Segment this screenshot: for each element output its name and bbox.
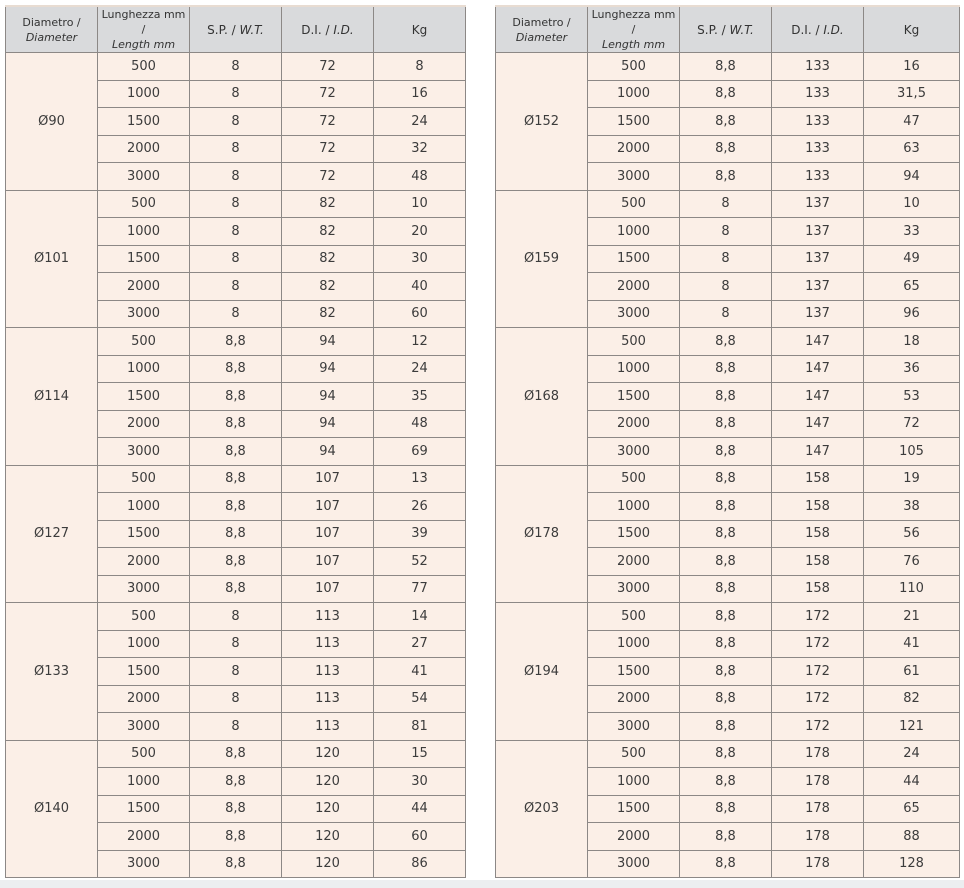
wall-thickness-cell: 8 xyxy=(190,135,282,163)
header-id-main: D.I. / xyxy=(791,22,824,37)
length-cell: 2000 xyxy=(588,685,680,713)
length-cell: 500 xyxy=(588,740,680,768)
length-cell: 1500 xyxy=(588,245,680,273)
inner-diameter-cell: 178 xyxy=(772,823,864,851)
weight-cell: 65 xyxy=(864,795,960,823)
inner-diameter-cell: 72 xyxy=(282,53,374,81)
wall-thickness-cell: 8,8 xyxy=(680,53,772,81)
length-cell: 1000 xyxy=(98,355,190,383)
weight-cell: 121 xyxy=(864,713,960,741)
inner-diameter-cell: 172 xyxy=(772,630,864,658)
wall-thickness-cell: 8,8 xyxy=(680,850,772,878)
wall-thickness-cell: 8 xyxy=(190,300,282,328)
bottom-strip xyxy=(0,880,964,888)
weight-cell: 56 xyxy=(864,520,960,548)
weight-cell: 20 xyxy=(374,218,466,246)
inner-diameter-cell: 133 xyxy=(772,163,864,191)
inner-diameter-cell: 72 xyxy=(282,163,374,191)
length-cell: 1500 xyxy=(98,108,190,136)
weight-cell: 26 xyxy=(374,493,466,521)
weight-cell: 110 xyxy=(864,575,960,603)
diameter-cell: Ø194 xyxy=(496,603,588,741)
wall-thickness-cell: 8,8 xyxy=(680,520,772,548)
length-cell: 500 xyxy=(98,190,190,218)
header-wt-main: S.P. / xyxy=(697,22,730,37)
weight-cell: 61 xyxy=(864,658,960,686)
inner-diameter-cell: 120 xyxy=(282,768,374,796)
header-length xyxy=(588,6,680,53)
weight-cell: 36 xyxy=(864,355,960,383)
length-cell: 3000 xyxy=(588,713,680,741)
length-cell: 500 xyxy=(588,603,680,631)
weight-cell: 49 xyxy=(864,245,960,273)
inner-diameter-cell: 107 xyxy=(282,493,374,521)
length-cell: 3000 xyxy=(98,713,190,741)
length-cell: 3000 xyxy=(588,163,680,191)
wall-thickness-cell: 8 xyxy=(680,190,772,218)
wall-thickness-cell: 8,8 xyxy=(680,713,772,741)
header-row xyxy=(496,6,960,53)
inner-diameter-cell: 158 xyxy=(772,465,864,493)
inner-diameter-cell: 107 xyxy=(282,520,374,548)
weight-cell: 18 xyxy=(864,328,960,356)
inner-diameter-cell: 82 xyxy=(282,300,374,328)
inner-diameter-cell: 178 xyxy=(772,768,864,796)
wall-thickness-cell: 8,8 xyxy=(680,823,772,851)
inner-diameter-cell: 107 xyxy=(282,548,374,576)
length-cell: 1000 xyxy=(98,493,190,521)
diameter-cell: Ø101 xyxy=(6,190,98,328)
length-cell: 500 xyxy=(98,603,190,631)
wall-thickness-cell: 8,8 xyxy=(680,768,772,796)
inner-diameter-cell: 172 xyxy=(772,658,864,686)
inner-diameter-cell: 94 xyxy=(282,383,374,411)
inner-diameter-cell: 113 xyxy=(282,658,374,686)
inner-diameter-cell: 82 xyxy=(282,245,374,273)
table-row xyxy=(496,190,960,218)
weight-cell: 33 xyxy=(864,218,960,246)
header-diameter-line2: Diameter xyxy=(25,30,78,44)
weight-cell: 88 xyxy=(864,823,960,851)
wall-thickness-cell: 8,8 xyxy=(190,465,282,493)
inner-diameter-cell: 158 xyxy=(772,520,864,548)
wall-thickness-cell: 8 xyxy=(190,273,282,301)
length-cell: 1000 xyxy=(98,218,190,246)
length-cell: 1500 xyxy=(588,795,680,823)
length-cell: 500 xyxy=(98,465,190,493)
header-id-italic: I.D. xyxy=(333,22,354,37)
wall-thickness-cell: 8 xyxy=(190,603,282,631)
header-inner-diameter xyxy=(772,6,864,53)
header-wt-italic: W.T. xyxy=(239,22,264,37)
inner-diameter-cell: 137 xyxy=(772,190,864,218)
wall-thickness-cell: 8,8 xyxy=(190,438,282,466)
length-cell: 1000 xyxy=(98,768,190,796)
weight-cell: 24 xyxy=(374,108,466,136)
table-row xyxy=(6,465,466,493)
wall-thickness-cell: 8,8 xyxy=(190,493,282,521)
weight-cell: 10 xyxy=(374,190,466,218)
weight-cell: 48 xyxy=(374,163,466,191)
header-inner-diameter xyxy=(282,6,374,53)
wall-thickness-cell: 8,8 xyxy=(680,630,772,658)
weight-cell: 52 xyxy=(374,548,466,576)
inner-diameter-cell: 137 xyxy=(772,273,864,301)
weight-cell: 41 xyxy=(864,630,960,658)
weight-cell: 53 xyxy=(864,383,960,411)
inner-diameter-cell: 147 xyxy=(772,355,864,383)
length-cell: 3000 xyxy=(588,575,680,603)
length-cell: 500 xyxy=(588,190,680,218)
length-cell: 1500 xyxy=(98,795,190,823)
table-body-right xyxy=(496,53,960,878)
weight-cell: 24 xyxy=(374,355,466,383)
inner-diameter-cell: 158 xyxy=(772,493,864,521)
wall-thickness-cell: 8,8 xyxy=(190,823,282,851)
wall-thickness-cell: 8,8 xyxy=(190,355,282,383)
inner-diameter-cell: 158 xyxy=(772,575,864,603)
wall-thickness-cell: 8 xyxy=(190,713,282,741)
weight-cell: 40 xyxy=(374,273,466,301)
inner-diameter-cell: 72 xyxy=(282,80,374,108)
diameter-cell: Ø159 xyxy=(496,190,588,328)
length-cell: 1000 xyxy=(588,218,680,246)
length-cell: 2000 xyxy=(98,823,190,851)
inner-diameter-cell: 113 xyxy=(282,630,374,658)
table-row xyxy=(496,465,960,493)
inner-diameter-cell: 172 xyxy=(772,685,864,713)
table-row xyxy=(6,53,466,81)
length-cell: 2000 xyxy=(588,823,680,851)
wall-thickness-cell: 8,8 xyxy=(680,135,772,163)
wall-thickness-cell: 8,8 xyxy=(680,603,772,631)
inner-diameter-cell: 72 xyxy=(282,108,374,136)
length-cell: 2000 xyxy=(588,135,680,163)
inner-diameter-cell: 113 xyxy=(282,685,374,713)
length-cell: 3000 xyxy=(588,300,680,328)
length-cell: 1000 xyxy=(588,355,680,383)
weight-cell: 81 xyxy=(374,713,466,741)
wall-thickness-cell: 8,8 xyxy=(680,383,772,411)
weight-cell: 105 xyxy=(864,438,960,466)
wall-thickness-cell: 8,8 xyxy=(190,520,282,548)
header-length-line2: Length mm xyxy=(601,38,666,51)
inner-diameter-cell: 120 xyxy=(282,795,374,823)
wall-thickness-cell: 8,8 xyxy=(680,493,772,521)
header-diameter-line1: Diametro / xyxy=(512,15,571,29)
inner-diameter-cell: 137 xyxy=(772,245,864,273)
inner-diameter-cell: 147 xyxy=(772,328,864,356)
wall-thickness-cell: 8,8 xyxy=(680,685,772,713)
table-row xyxy=(496,603,960,631)
wall-thickness-cell: 8 xyxy=(190,108,282,136)
diameter-cell: Ø168 xyxy=(496,328,588,466)
wall-thickness-cell: 8,8 xyxy=(680,163,772,191)
length-cell: 3000 xyxy=(588,438,680,466)
header-length-line1: Lunghezza mm / xyxy=(591,8,676,36)
header-length-line2: Length mm xyxy=(111,38,176,51)
wall-thickness-cell: 8,8 xyxy=(680,80,772,108)
wall-thickness-cell: 8 xyxy=(190,80,282,108)
length-cell: 2000 xyxy=(588,548,680,576)
wall-thickness-cell: 8,8 xyxy=(190,328,282,356)
wall-thickness-cell: 8 xyxy=(680,300,772,328)
length-cell: 1500 xyxy=(98,383,190,411)
wall-thickness-cell: 8,8 xyxy=(680,740,772,768)
table-row xyxy=(496,53,960,81)
length-cell: 500 xyxy=(588,465,680,493)
inner-diameter-cell: 133 xyxy=(772,80,864,108)
header-weight: Kg xyxy=(864,6,960,53)
header-wt-main: S.P. / xyxy=(207,22,240,37)
header-diameter xyxy=(496,6,588,53)
inner-diameter-cell: 147 xyxy=(772,438,864,466)
header-id-italic: I.D. xyxy=(823,22,844,37)
diameter-cell: Ø178 xyxy=(496,465,588,603)
inner-diameter-cell: 82 xyxy=(282,273,374,301)
weight-cell: 39 xyxy=(374,520,466,548)
table-row xyxy=(6,603,466,631)
wall-thickness-cell: 8,8 xyxy=(680,548,772,576)
wall-thickness-cell: 8 xyxy=(190,630,282,658)
length-cell: 1500 xyxy=(588,108,680,136)
weight-cell: 30 xyxy=(374,768,466,796)
table-row xyxy=(496,328,960,356)
weight-cell: 47 xyxy=(864,108,960,136)
wall-thickness-cell: 8 xyxy=(680,218,772,246)
inner-diameter-cell: 158 xyxy=(772,548,864,576)
length-cell: 2000 xyxy=(98,273,190,301)
wall-thickness-cell: 8 xyxy=(190,190,282,218)
length-cell: 2000 xyxy=(98,135,190,163)
inner-diameter-cell: 178 xyxy=(772,850,864,878)
diameter-cell: Ø114 xyxy=(6,328,98,466)
header-id-main: D.I. / xyxy=(301,22,334,37)
inner-diameter-cell: 94 xyxy=(282,410,374,438)
inner-diameter-cell: 147 xyxy=(772,410,864,438)
weight-cell: 86 xyxy=(374,850,466,878)
wall-thickness-cell: 8 xyxy=(680,245,772,273)
weight-cell: 27 xyxy=(374,630,466,658)
wall-thickness-cell: 8 xyxy=(190,53,282,81)
wall-thickness-cell: 8 xyxy=(190,685,282,713)
weight-cell: 30 xyxy=(374,245,466,273)
length-cell: 1500 xyxy=(588,658,680,686)
weight-cell: 16 xyxy=(864,53,960,81)
weight-cell: 94 xyxy=(864,163,960,191)
inner-diameter-cell: 172 xyxy=(772,603,864,631)
weight-cell: 76 xyxy=(864,548,960,576)
inner-diameter-cell: 178 xyxy=(772,795,864,823)
length-cell: 3000 xyxy=(98,575,190,603)
weight-cell: 96 xyxy=(864,300,960,328)
length-cell: 500 xyxy=(98,328,190,356)
length-cell: 2000 xyxy=(98,410,190,438)
inner-diameter-cell: 107 xyxy=(282,465,374,493)
wall-thickness-cell: 8,8 xyxy=(680,575,772,603)
weight-cell: 35 xyxy=(374,383,466,411)
length-cell: 1000 xyxy=(98,80,190,108)
length-cell: 1500 xyxy=(588,383,680,411)
header-length-line1: Lunghezza mm / xyxy=(101,8,186,36)
wall-thickness-cell: 8,8 xyxy=(190,548,282,576)
inner-diameter-cell: 137 xyxy=(772,300,864,328)
length-cell: 2000 xyxy=(588,410,680,438)
length-cell: 3000 xyxy=(98,163,190,191)
diameter-cell: Ø203 xyxy=(496,740,588,878)
header-weight: Kg xyxy=(374,6,466,53)
diameter-cell: Ø152 xyxy=(496,53,588,191)
wall-thickness-cell: 8,8 xyxy=(680,795,772,823)
wall-thickness-cell: 8,8 xyxy=(680,410,772,438)
wall-thickness-cell: 8 xyxy=(190,658,282,686)
wall-thickness-cell: 8,8 xyxy=(680,328,772,356)
weight-cell: 128 xyxy=(864,850,960,878)
weight-cell: 31,5 xyxy=(864,80,960,108)
weight-cell: 60 xyxy=(374,300,466,328)
wall-thickness-cell: 8,8 xyxy=(190,740,282,768)
weight-cell: 54 xyxy=(374,685,466,713)
length-cell: 500 xyxy=(588,53,680,81)
wall-thickness-cell: 8 xyxy=(680,273,772,301)
length-cell: 2000 xyxy=(98,548,190,576)
diameter-cell: Ø127 xyxy=(6,465,98,603)
weight-cell: 12 xyxy=(374,328,466,356)
wall-thickness-cell: 8,8 xyxy=(190,383,282,411)
weight-cell: 38 xyxy=(864,493,960,521)
wall-thickness-cell: 8,8 xyxy=(680,355,772,383)
length-cell: 1000 xyxy=(588,80,680,108)
wall-thickness-cell: 8,8 xyxy=(190,850,282,878)
inner-diameter-cell: 172 xyxy=(772,713,864,741)
length-cell: 500 xyxy=(98,740,190,768)
inner-diameter-cell: 82 xyxy=(282,218,374,246)
inner-diameter-cell: 94 xyxy=(282,328,374,356)
weight-cell: 65 xyxy=(864,273,960,301)
weight-cell: 13 xyxy=(374,465,466,493)
weight-cell: 44 xyxy=(864,768,960,796)
header-diameter-line2: Diameter xyxy=(515,30,568,44)
table-row xyxy=(6,190,466,218)
header-diameter-line1: Diametro / xyxy=(22,15,81,29)
diameter-cell: Ø133 xyxy=(6,603,98,741)
length-cell: 1500 xyxy=(98,520,190,548)
length-cell: 1000 xyxy=(588,768,680,796)
wall-thickness-cell: 8,8 xyxy=(190,575,282,603)
length-cell: 3000 xyxy=(98,850,190,878)
header-wt-italic: W.T. xyxy=(729,22,754,37)
weight-cell: 60 xyxy=(374,823,466,851)
weight-cell: 16 xyxy=(374,80,466,108)
wall-thickness-cell: 8 xyxy=(190,245,282,273)
weight-cell: 69 xyxy=(374,438,466,466)
length-cell: 1000 xyxy=(98,630,190,658)
header-diameter xyxy=(6,6,98,53)
weight-cell: 14 xyxy=(374,603,466,631)
weight-cell: 15 xyxy=(374,740,466,768)
table-row xyxy=(496,740,960,768)
length-cell: 3000 xyxy=(98,438,190,466)
inner-diameter-cell: 113 xyxy=(282,603,374,631)
length-cell: 500 xyxy=(588,328,680,356)
spec-table-right xyxy=(495,5,960,878)
weight-cell: 77 xyxy=(374,575,466,603)
length-cell: 500 xyxy=(98,53,190,81)
length-cell: 3000 xyxy=(588,850,680,878)
wall-thickness-cell: 8,8 xyxy=(190,410,282,438)
header-length xyxy=(98,6,190,53)
weight-cell: 10 xyxy=(864,190,960,218)
inner-diameter-cell: 120 xyxy=(282,740,374,768)
length-cell: 1000 xyxy=(588,630,680,658)
weight-cell: 21 xyxy=(864,603,960,631)
inner-diameter-cell: 120 xyxy=(282,850,374,878)
weight-cell: 24 xyxy=(864,740,960,768)
length-cell: 1500 xyxy=(588,520,680,548)
inner-diameter-cell: 72 xyxy=(282,135,374,163)
weight-cell: 63 xyxy=(864,135,960,163)
inner-diameter-cell: 133 xyxy=(772,108,864,136)
weight-cell: 41 xyxy=(374,658,466,686)
table-row xyxy=(6,328,466,356)
table-body-left xyxy=(6,53,466,878)
inner-diameter-cell: 137 xyxy=(772,218,864,246)
length-cell: 1500 xyxy=(98,658,190,686)
inner-diameter-cell: 113 xyxy=(282,713,374,741)
diameter-cell: Ø90 xyxy=(6,53,98,191)
inner-diameter-cell: 178 xyxy=(772,740,864,768)
wall-thickness-cell: 8 xyxy=(190,218,282,246)
header-wall-thickness xyxy=(190,6,282,53)
wall-thickness-cell: 8 xyxy=(190,163,282,191)
header-row xyxy=(6,6,466,53)
length-cell: 1000 xyxy=(588,493,680,521)
weight-cell: 44 xyxy=(374,795,466,823)
inner-diameter-cell: 120 xyxy=(282,823,374,851)
inner-diameter-cell: 94 xyxy=(282,438,374,466)
inner-diameter-cell: 133 xyxy=(772,53,864,81)
spec-table-left xyxy=(5,5,466,878)
inner-diameter-cell: 133 xyxy=(772,135,864,163)
weight-cell: 19 xyxy=(864,465,960,493)
diameter-cell: Ø140 xyxy=(6,740,98,878)
wall-thickness-cell: 8,8 xyxy=(680,465,772,493)
weight-cell: 82 xyxy=(864,685,960,713)
wall-thickness-cell: 8,8 xyxy=(680,108,772,136)
length-cell: 1500 xyxy=(98,245,190,273)
wall-thickness-cell: 8,8 xyxy=(190,768,282,796)
inner-diameter-cell: 94 xyxy=(282,355,374,383)
wall-thickness-cell: 8,8 xyxy=(190,795,282,823)
length-cell: 2000 xyxy=(588,273,680,301)
weight-cell: 48 xyxy=(374,410,466,438)
inner-diameter-cell: 107 xyxy=(282,575,374,603)
inner-diameter-cell: 147 xyxy=(772,383,864,411)
length-cell: 3000 xyxy=(98,300,190,328)
header-wall-thickness xyxy=(680,6,772,53)
inner-diameter-cell: 82 xyxy=(282,190,374,218)
wall-thickness-cell: 8,8 xyxy=(680,438,772,466)
weight-cell: 72 xyxy=(864,410,960,438)
weight-cell: 32 xyxy=(374,135,466,163)
weight-cell: 8 xyxy=(374,53,466,81)
table-row xyxy=(6,740,466,768)
length-cell: 2000 xyxy=(98,685,190,713)
wall-thickness-cell: 8,8 xyxy=(680,658,772,686)
